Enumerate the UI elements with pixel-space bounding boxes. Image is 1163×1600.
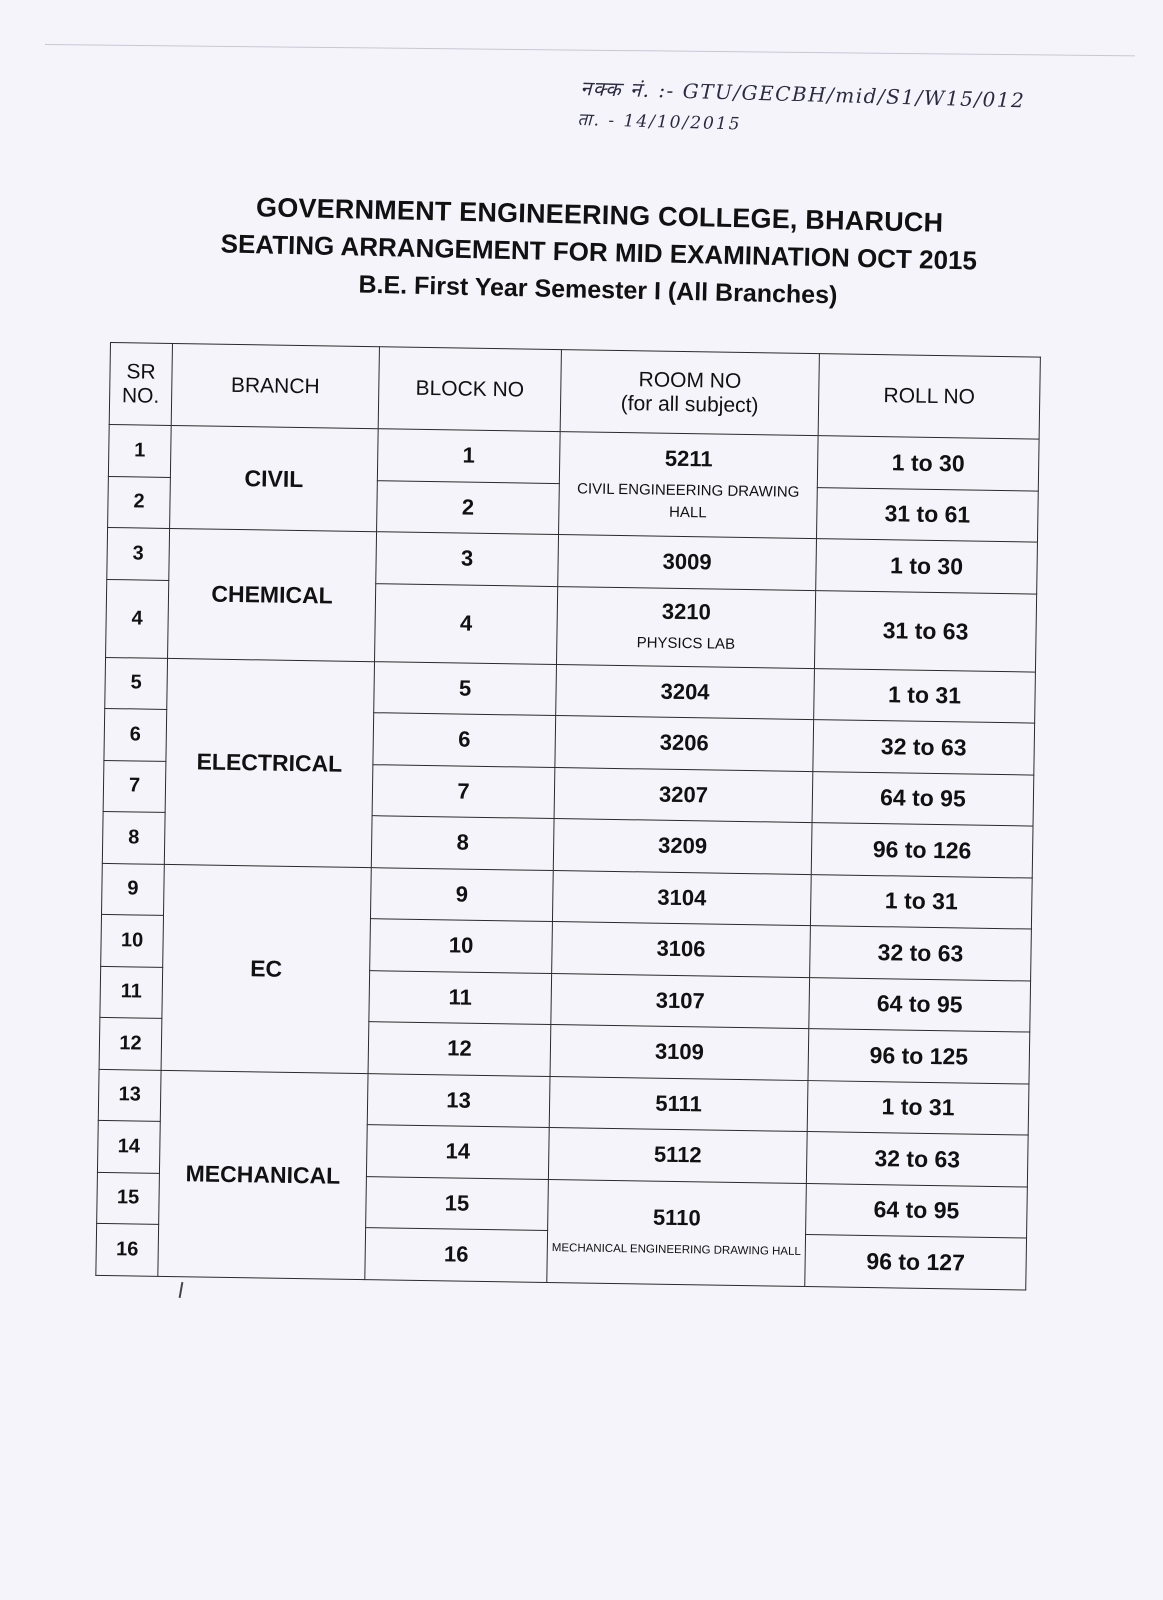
block-cell: 11	[369, 970, 552, 1024]
sr-cell: 10	[101, 914, 164, 966]
sr-cell: 9	[102, 863, 165, 915]
room-number: 3009	[662, 548, 712, 575]
room-cell: 3109	[550, 1025, 809, 1081]
pen-mark	[179, 1282, 184, 1298]
roll-cell: 96 to 126	[811, 823, 1033, 878]
handwritten-reference	[579, 74, 1025, 142]
roll-cell: 32 to 63	[810, 926, 1032, 981]
branch-cell-mechanical: MECHANICAL	[158, 1070, 368, 1279]
block-cell: 1	[377, 429, 560, 483]
col-header-room: ROOM NO (for all subject)	[560, 350, 819, 436]
room-cell	[556, 586, 815, 668]
col-header-roll: ROLL NO	[818, 354, 1040, 439]
room-cell: 3207	[554, 767, 813, 823]
sr-cell: 4	[106, 579, 169, 658]
block-cell: 14	[366, 1125, 549, 1179]
sr-cell: 5	[105, 657, 168, 709]
sr-cell: 7	[103, 760, 166, 812]
branch-cell-ec: EC	[161, 864, 371, 1073]
room-number: 3210	[661, 598, 711, 625]
roll-cell: 1 to 31	[810, 874, 1032, 929]
block-cell: 8	[371, 816, 554, 870]
branch-cell-chemical: CHEMICAL	[168, 528, 377, 661]
room-cell: 3206	[555, 716, 814, 772]
sr-cell: 16	[96, 1223, 159, 1275]
sr-cell: 11	[100, 966, 163, 1018]
block-cell: 15	[366, 1176, 549, 1230]
room-cell: 3209	[553, 819, 812, 875]
roll-cell: 1 to 30	[816, 539, 1038, 594]
top-rule	[45, 44, 1135, 56]
sr-cell: 15	[97, 1172, 160, 1224]
sr-cell: 3	[107, 527, 170, 579]
roll-cell: 1 to 30	[817, 436, 1039, 491]
roll-cell: 1 to 31	[814, 668, 1036, 723]
college-name: GOVERNMENT ENGINEERING COLLEGE, BHARUCH	[255, 192, 944, 238]
table-header-row	[109, 343, 1040, 440]
roll-cell: 31 to 61	[816, 487, 1038, 542]
block-cell: 7	[372, 764, 555, 818]
col-header-branch: BRANCH	[171, 343, 379, 428]
document-title: SEATING ARRANGEMENT FOR MID EXAMINATION OCT 2015	[220, 228, 978, 276]
sr-cell: 12	[99, 1017, 162, 1069]
room-cell: 3204	[556, 664, 815, 720]
document-header	[148, 190, 1050, 315]
roll-cell: 96 to 127	[805, 1235, 1027, 1290]
roll-cell: 31 to 63	[814, 590, 1036, 671]
block-cell: 2	[377, 480, 560, 534]
block-cell: 3	[376, 532, 559, 586]
room-cell	[547, 1179, 807, 1286]
col-header-sr: SR NO.	[109, 343, 172, 426]
block-cell: 5	[374, 661, 557, 715]
room-cell: 3106	[552, 922, 811, 978]
roll-cell: 64 to 95	[806, 1183, 1028, 1238]
room-note: CIVIL ENGINEERING DRAWING HALL	[576, 480, 800, 522]
handwritten-date: ता. - 14/10/2015	[577, 109, 742, 135]
document-subtitle: B.E. First Year Semester I (All Branches)	[358, 270, 838, 310]
sr-cell: 1	[108, 424, 171, 476]
room-cell: 5112	[548, 1127, 807, 1183]
room-cell	[558, 535, 817, 591]
roll-cell: 64 to 95	[809, 977, 1031, 1032]
block-cell: 9	[370, 867, 553, 921]
room-cell	[559, 432, 819, 539]
room-number: 5110	[652, 1204, 701, 1230]
block-cell: 13	[367, 1073, 550, 1127]
roll-cell: 32 to 63	[806, 1132, 1028, 1187]
sr-cell: 13	[98, 1069, 161, 1121]
room-cell: 5111	[549, 1076, 808, 1132]
room-cell: 3104	[552, 870, 811, 926]
roll-cell: 32 to 63	[813, 720, 1035, 775]
block-cell: 10	[370, 919, 553, 973]
block-cell: 16	[365, 1228, 548, 1282]
roll-cell: 96 to 125	[808, 1029, 1030, 1084]
roll-cell: 1 to 31	[807, 1080, 1029, 1135]
sr-cell: 2	[108, 476, 171, 528]
col-header-block: BLOCK NO	[378, 347, 561, 432]
block-cell: 12	[368, 1022, 551, 1076]
branch-cell-electrical: ELECTRICAL	[164, 658, 374, 867]
roll-cell: 64 to 95	[812, 771, 1034, 826]
block-cell: 4	[375, 583, 558, 664]
room-note: PHYSICS LAB	[636, 634, 736, 653]
room-number: 5211	[664, 445, 713, 472]
sr-cell: 14	[97, 1120, 160, 1172]
room-note: MECHANICAL ENGINEERING DRAWING HALL	[551, 1241, 801, 1258]
room-cell: 3107	[551, 973, 810, 1029]
block-cell: 6	[373, 713, 556, 767]
handwritten-ref-number: नक्क नं. :- GTU/GECBH/mid/S1/W15/012	[580, 76, 1026, 113]
seating-table	[95, 342, 1041, 1290]
seating-table-container	[95, 342, 1040, 1290]
branch-cell-civil: CIVIL	[170, 425, 379, 531]
sr-cell: 6	[104, 708, 167, 760]
sr-cell: 8	[102, 811, 165, 863]
